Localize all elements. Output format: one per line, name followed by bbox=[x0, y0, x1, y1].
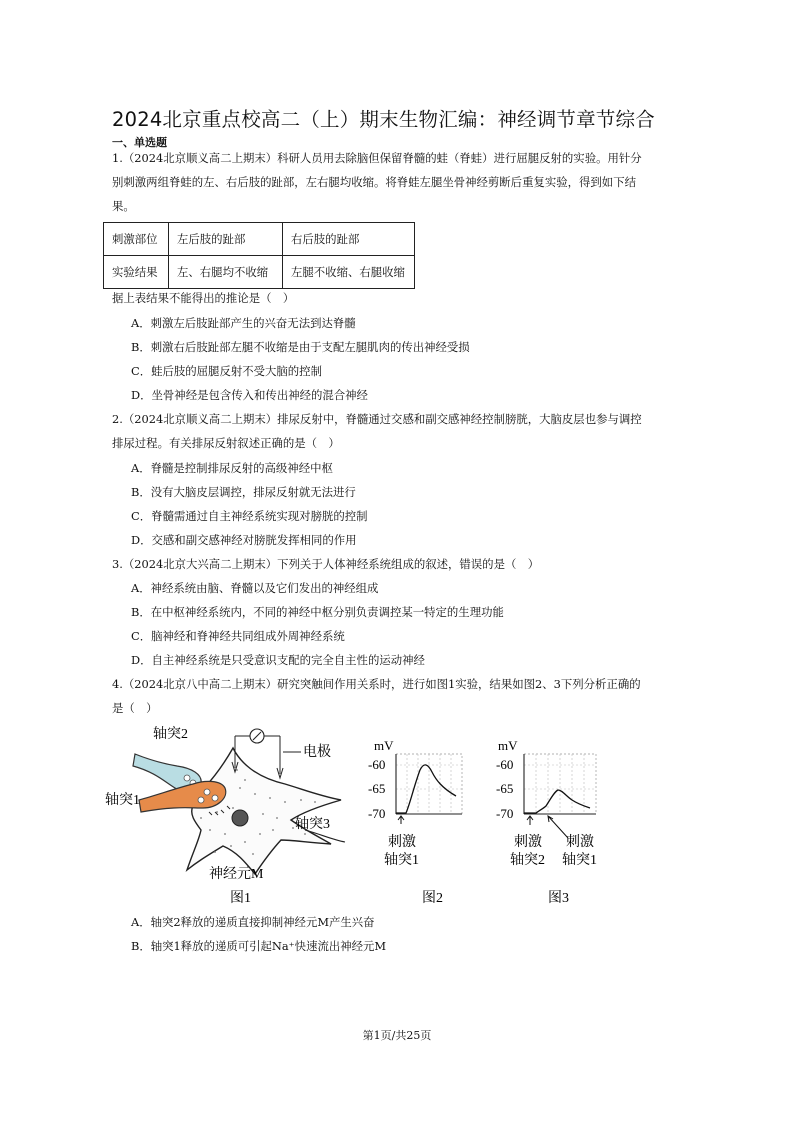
fig3-tick: -70 bbox=[496, 806, 514, 821]
q3-stem-line1: 3.（2024北京大兴高二上期末）下列关于人体神经系统组成的叙述，错误的是（ ） bbox=[112, 557, 540, 571]
electrode-label: 电极 bbox=[303, 745, 331, 760]
table-cell: 左、右腿均不收缩 bbox=[169, 256, 283, 289]
fig2-tick: -60 bbox=[368, 757, 386, 772]
figure-3-caption: 图3 bbox=[548, 891, 569, 906]
fig2-unit: mV bbox=[374, 738, 394, 753]
nucleus bbox=[232, 810, 248, 826]
fig2-tick: -65 bbox=[368, 781, 386, 796]
neuron-m-label: 神经元M bbox=[209, 867, 264, 882]
figure-1-synapse-diagram bbox=[105, 722, 350, 910]
table-row bbox=[104, 256, 415, 289]
fig3-tick: -60 bbox=[496, 757, 514, 772]
table-row bbox=[104, 223, 415, 256]
axon3-label: 轴突3 bbox=[295, 817, 330, 832]
table-cell: 左后肢的趾部 bbox=[169, 223, 283, 256]
fig2-stim-line1: 刺激 bbox=[388, 835, 416, 850]
q3-option-c: C．脑神经和脊神经共同组成外周神经系统 bbox=[131, 629, 345, 643]
q2-stem-line2: 排尿过程。有关排尿反射叙述正确的是（ ） bbox=[112, 436, 340, 450]
fig3-unit: mV bbox=[498, 738, 518, 753]
q2-option-a: A．脊髓是控制排尿反射的高级神经中枢 bbox=[131, 461, 333, 475]
q2-option-b: B．没有大脑皮层调控，排尿反射就无法进行 bbox=[131, 485, 356, 499]
figure-1-caption: 图1 bbox=[230, 891, 251, 906]
q1-stem-line3: 果。 bbox=[112, 199, 135, 213]
table-cell: 左腿不收缩、右腿收缩 bbox=[283, 256, 415, 289]
page-footer: 第1页/共25页 bbox=[362, 1029, 432, 1042]
q3-option-d: D．自主神经系统是只受意识支配的完全自主性的运动神经 bbox=[131, 653, 425, 667]
q3-option-b: B．在中枢神经系统内，不同的神经中枢分别负责调控某一特定的生理功能 bbox=[131, 605, 504, 619]
figure-3-potential-graph bbox=[490, 734, 610, 910]
q1-option-b: B．刺激右后肢趾部左腿不收缩是由于支配左腿肌肉的传出神经受损 bbox=[131, 340, 470, 354]
q1-question: 据上表结果不能得出的推论是（ ） bbox=[112, 291, 295, 305]
figure-2-caption: 图2 bbox=[422, 891, 443, 906]
page-title: 2024北京重点校高二（上）期末生物汇编：神经调节章节综合 bbox=[112, 108, 655, 131]
fig3-stimA-line2: 轴突2 bbox=[510, 853, 545, 868]
q1-option-d: D．坐骨神经是包含传入和传出神经的混合神经 bbox=[131, 388, 368, 402]
q4-stem-line1: 4.（2024北京八中高二上期末）研究突触间作用关系时，进行如图1实验，结果如图2、3下列分析正确的 bbox=[112, 677, 641, 691]
section-heading: 一、单选题 bbox=[112, 136, 167, 149]
q2-option-c: C．脊髓需通过自主神经系统实现对膀胱的控制 bbox=[131, 509, 368, 523]
q2-option-d: D．交感和副交感神经对膀胱发挥相同的作用 bbox=[131, 533, 357, 547]
q1-option-c: C．蛙后肢的屈腿反射不受大脑的控制 bbox=[131, 364, 322, 378]
fig3-stimB-line1: 刺激 bbox=[566, 835, 594, 850]
figure-2-potential-graph bbox=[362, 734, 477, 910]
neuron-m-body bbox=[187, 748, 341, 874]
axon1-label: 轴突1 bbox=[105, 793, 140, 808]
q4-stem-line2: 是（ ） bbox=[112, 701, 158, 715]
fig3-stimA-line1: 刺激 bbox=[514, 835, 542, 850]
fig3-stimB-line2: 轴突1 bbox=[562, 853, 597, 868]
axon2-label: 轴突2 bbox=[153, 727, 188, 742]
table-cell: 右后肢的趾部 bbox=[283, 223, 415, 256]
q4-option-b: B．轴突1释放的递质可引起Na⁺快速流出神经元M bbox=[131, 939, 387, 953]
q1-option-a: A．刺激左后肢趾部产生的兴奋无法到达脊髓 bbox=[131, 316, 356, 330]
potential-curve bbox=[524, 790, 590, 813]
fig2-stim-line2: 轴突1 bbox=[384, 853, 419, 868]
q4-option-a: A．轴突2释放的递质直接抑制神经元M产生兴奋 bbox=[131, 915, 375, 929]
q2-stem-line1: 2.（2024北京顺义高二上期末）排尿反射中，脊髓通过交感和副交感神经控制膀胱，大脑皮层也参与调控 bbox=[112, 412, 642, 426]
q1-stem-line1: 1.（2024北京顺义高二上期末）科研人员用去除脑但保留脊髓的蛙（脊蛙）进行屈腿反射的实验。用针分 bbox=[112, 151, 642, 165]
table-cell: 刺激部位 bbox=[104, 223, 169, 256]
fig3-tick: -65 bbox=[496, 781, 514, 796]
q1-stem-line2: 别刺激两组脊蛙的左、右后肢的趾部，左右腿均收缩。将脊蛙左腿坐骨神经剪断后重复实验，得到如下结 bbox=[112, 175, 636, 189]
fig2-tick: -70 bbox=[368, 806, 386, 821]
q3-option-a: A．神经系统由脑、脊髓以及它们发出的神经组成 bbox=[131, 581, 379, 595]
table-cell: 实验结果 bbox=[104, 256, 169, 289]
q1-result-table bbox=[103, 222, 415, 289]
